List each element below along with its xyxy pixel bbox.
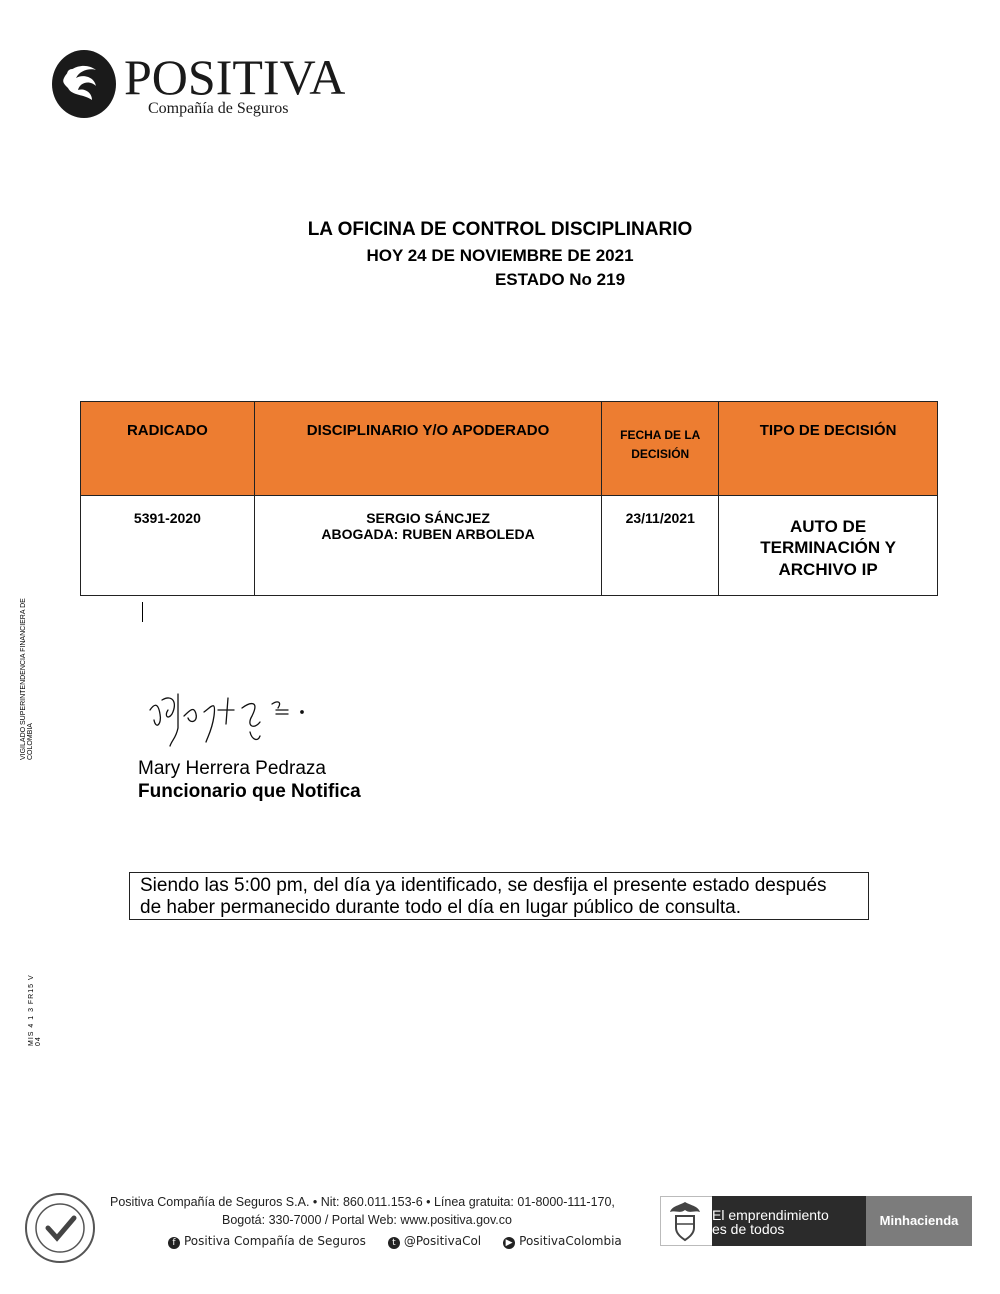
cell-tipo-line3: ARCHIVO IP <box>778 559 878 579</box>
table-row <box>81 496 938 596</box>
facebook-label: Positiva Compañía de Seguros <box>184 1234 366 1248</box>
colombia-crest-icon <box>666 1200 704 1242</box>
col-header-fecha-line2: DECISIÓN <box>631 447 690 462</box>
handwritten-signature <box>142 680 332 750</box>
date-line: HOY 24 DE NOVIEMBRE DE 2021 <box>366 246 634 265</box>
certification-seal-icon <box>22 1190 98 1266</box>
gov-slogan-line1: El emprendimiento <box>712 1207 829 1223</box>
cell-disciplinario-lawyer: ABOGADA: RUBEN ARBOLEDA <box>321 526 535 542</box>
decisions-table <box>80 401 938 596</box>
twitter-label: @PositivaCol <box>403 1234 482 1248</box>
notice-line1: Siendo las 5:00 pm, del día ya identificado, se desfija el presente estado después <box>140 875 827 896</box>
facebook-link[interactable] <box>168 1234 366 1249</box>
table-header-row <box>81 402 938 496</box>
form-code-side-text: MIS 4 1 3 FR15 V 04 <box>28 974 42 1046</box>
notice-box <box>129 872 869 920</box>
col-header-tipo: TIPO DE DECISIÓN <box>719 402 938 496</box>
cell-disciplinario <box>254 496 601 596</box>
estado-number: ESTADO No 219 <box>494 270 626 289</box>
gov-slogan-line2: es de todos <box>712 1221 785 1237</box>
footer-contact-line: Bogotá: 330-7000 / Portal Web: www.positiva.gov.co <box>222 1213 512 1227</box>
youtube-label: PositivaColombia <box>519 1234 622 1248</box>
col-header-fecha-line1: FECHA DE LA <box>620 428 701 442</box>
positiva-logo-emblem <box>50 44 122 120</box>
footer-line1: Positiva Compañía de Seguros S.A. • Nit: 860.011.153-6 • Línea gratuita: 01-8000-111-170, <box>110 1195 615 1209</box>
notice-line2: de haber permanecido durante todo el día en lugar público de consulta. <box>140 897 742 918</box>
gov-slogan <box>712 1196 866 1246</box>
col-header-disciplinario: DISCIPLINARIO Y/O APODERADO <box>254 402 601 496</box>
cell-disciplinario-name: SERGIO SÁNCJEZ <box>366 510 490 526</box>
office-title: LA OFICINA DE CONTROL DISCIPLINARIO <box>307 219 693 240</box>
cell-tipo-line1: AUTO DE <box>789 517 867 536</box>
signer-role: Funcionario que Notifica <box>138 781 361 802</box>
youtube-icon: ▶ <box>503 1237 515 1249</box>
cell-tipo <box>719 496 938 596</box>
footer-social-links <box>168 1234 622 1249</box>
col-header-fecha <box>602 402 719 496</box>
cell-fecha: 23/11/2021 <box>602 496 719 596</box>
youtube-link[interactable] <box>503 1234 622 1249</box>
cell-radicado: 5391-2020 <box>81 496 255 596</box>
col-header-radicado: RADICADO <box>81 402 255 496</box>
footer-company-line <box>110 1195 615 1209</box>
company-logo-wordmark: POSITIVA <box>124 49 346 105</box>
signer-name: Mary Herrera Pedraza <box>138 758 326 779</box>
twitter-link[interactable] <box>388 1234 481 1249</box>
text-cursor <box>142 602 143 622</box>
facebook-icon: f <box>168 1237 180 1249</box>
ministry-label: Minhacienda <box>866 1196 972 1246</box>
vigilado-side-text: VIGILADO SUPERINTENDENCIA FINANCIERA DE COLOMBIA <box>20 598 34 760</box>
twitter-icon: t <box>388 1237 400 1249</box>
company-logo-subtitle: Compañía de Seguros <box>148 100 289 117</box>
cell-tipo-line2: TERMINACIÓN Y <box>760 538 896 558</box>
